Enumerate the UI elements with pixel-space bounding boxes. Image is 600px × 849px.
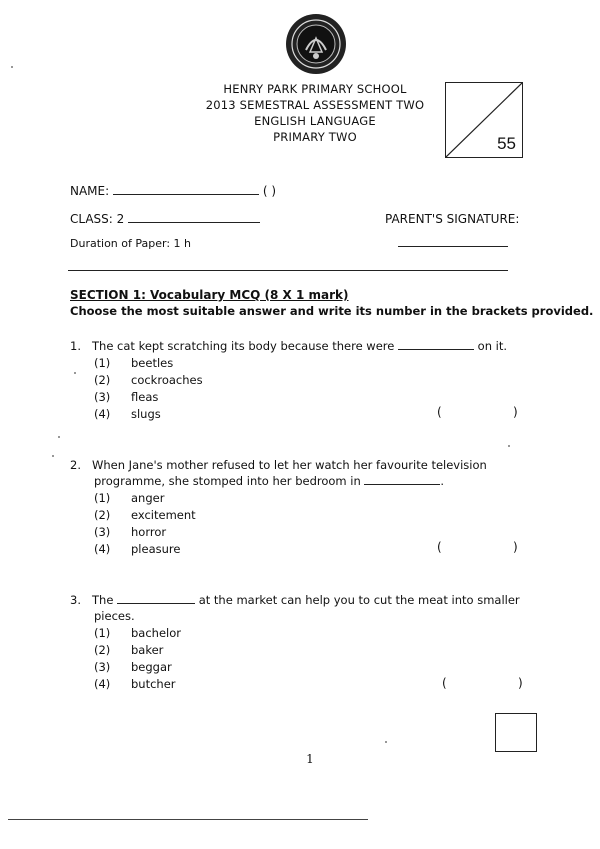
scan-speck xyxy=(58,436,60,438)
answer-bracket-1[interactable]: ( ) xyxy=(437,405,518,419)
marks-box xyxy=(495,713,537,752)
duration-text: Duration of Paper: 1 h xyxy=(70,237,191,250)
class-row xyxy=(70,212,260,226)
class-input-line[interactable] xyxy=(128,222,260,223)
question-2-text-line2: programme, she stomped into her bedroom in . xyxy=(94,474,445,488)
option-4: (4) slugs xyxy=(94,407,161,421)
answer-blank xyxy=(398,349,474,350)
score-box xyxy=(445,82,523,158)
option-3: (3) horror xyxy=(94,525,167,539)
question-number: 1. xyxy=(70,339,81,353)
class-label: CLASS: 2 xyxy=(70,212,125,226)
scan-speck xyxy=(11,66,13,68)
register-number-bracket: ( ) xyxy=(262,184,277,198)
header-divider xyxy=(68,270,508,271)
bottom-rule xyxy=(8,819,368,820)
option-3: (3) beggar xyxy=(94,660,172,674)
question-2-text: 2. When Jane's mother refused to let her watch her favourite television xyxy=(70,458,487,472)
option-4: (4) butcher xyxy=(94,677,176,691)
question-3-text-line2: pieces. xyxy=(94,609,135,623)
section-title: SECTION 1: Vocabulary MCQ (8 X 1 mark) xyxy=(70,288,349,302)
question-1-text: 1. The cat kept scratching its body because there were on it. xyxy=(70,339,507,353)
scan-speck xyxy=(385,741,387,743)
answer-bracket-3[interactable]: ( ) xyxy=(442,676,523,690)
total-marks: 55 xyxy=(497,134,516,153)
scan-speck xyxy=(52,455,54,457)
page-number: 1 xyxy=(306,752,314,766)
scan-speck xyxy=(74,372,76,374)
option-1: (1) bachelor xyxy=(94,626,181,640)
option-3: (3) fleas xyxy=(94,390,159,404)
question-3-text: 3. The at the market can help you to cut the meat into smaller xyxy=(70,593,520,607)
level-title: PRIMARY TWO xyxy=(273,130,357,144)
assessment-title: 2013 SEMESTRAL ASSESSMENT TWO xyxy=(205,98,425,112)
name-label: NAME: xyxy=(70,184,110,198)
parent-signature-label: PARENT'S SIGNATURE: xyxy=(385,212,520,226)
answer-bracket-2[interactable]: ( ) xyxy=(437,540,518,554)
option-2: (2) excitement xyxy=(94,508,196,522)
parent-signature-line[interactable] xyxy=(398,246,508,247)
option-2: (2) baker xyxy=(94,643,164,657)
answer-blank xyxy=(117,603,195,604)
question-number: 2. xyxy=(70,458,81,472)
subject-title: ENGLISH LANGUAGE xyxy=(254,114,376,128)
option-1: (1) beetles xyxy=(94,356,174,370)
school-name: HENRY PARK PRIMARY SCHOOL xyxy=(223,82,407,96)
scan-speck xyxy=(508,445,510,447)
school-crest-logo xyxy=(284,12,348,76)
option-1: (1) anger xyxy=(94,491,165,505)
question-number: 3. xyxy=(70,593,81,607)
name-input-line[interactable] xyxy=(113,194,259,195)
section-instruction: Choose the most suitable answer and write its number in the brackets provided. xyxy=(70,304,594,318)
answer-blank xyxy=(364,484,440,485)
option-4: (4) pleasure xyxy=(94,542,181,556)
option-2: (2) cockroaches xyxy=(94,373,203,387)
name-row xyxy=(70,184,276,198)
